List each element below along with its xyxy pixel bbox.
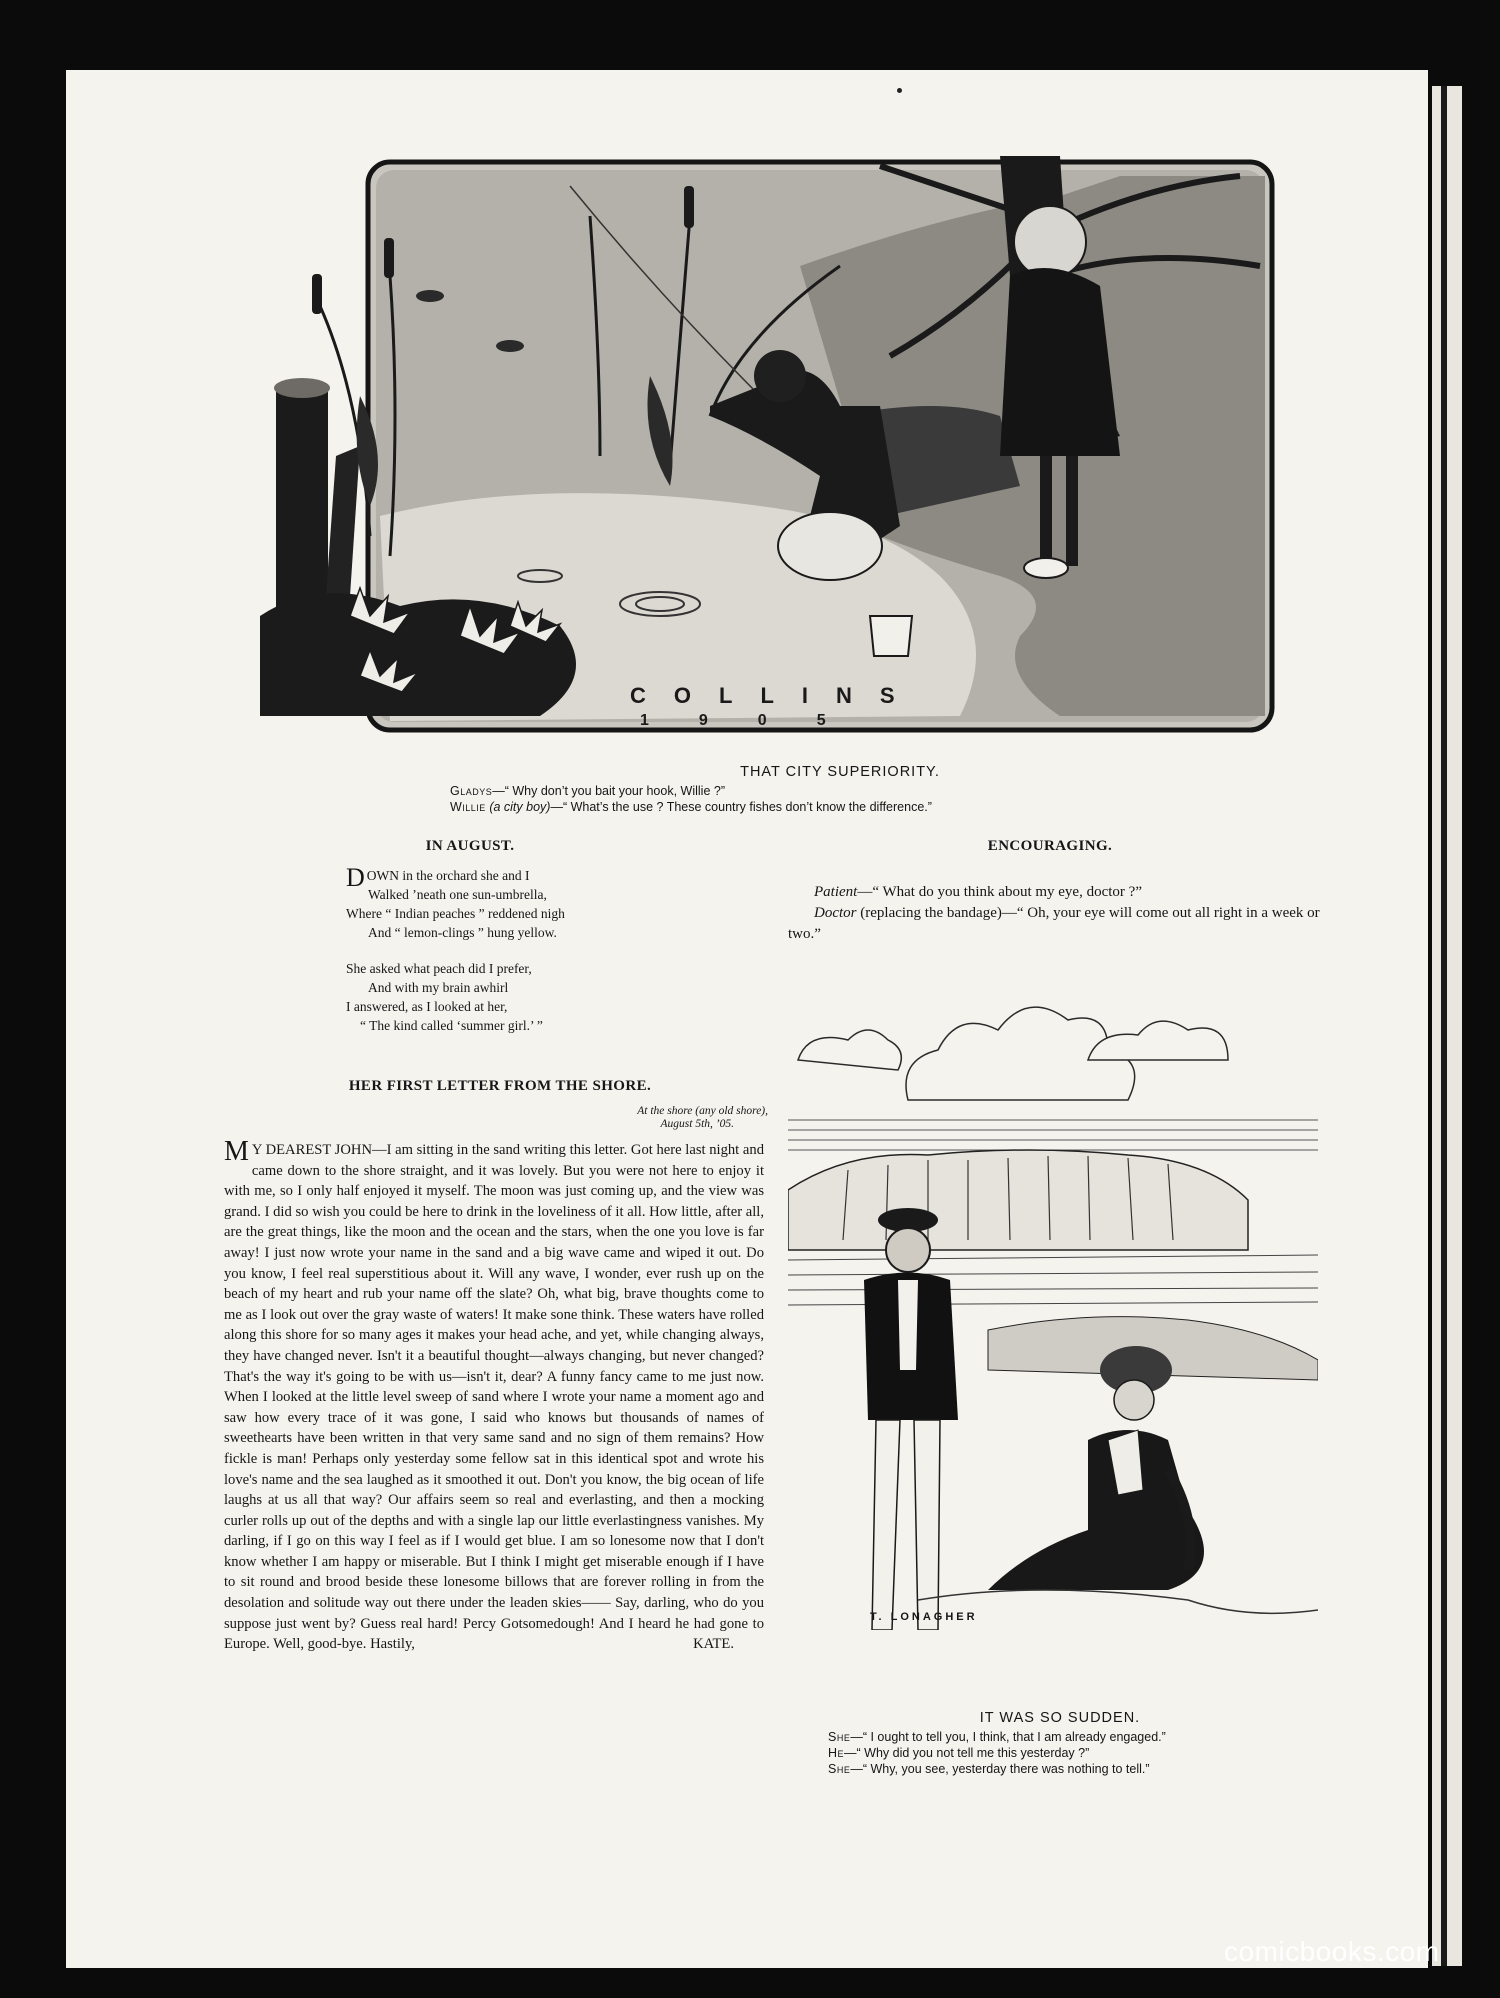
- poem-line: “ The kind called ‘summer girl.’ ”: [360, 1018, 543, 1033]
- poem-line: Walked ’neath one sun-umbrella,: [368, 887, 547, 902]
- speaker-he: He: [828, 1746, 845, 1760]
- doctor-label: Doctor: [814, 905, 857, 921]
- print-speck: [897, 88, 902, 93]
- poem-line: She asked what peach did I prefer,: [346, 961, 532, 976]
- doctor-speech: (replacing the bandage)—“ Oh, your eye will come out all right in a week or two.”: [788, 905, 1320, 942]
- letter-signature: KATE.: [693, 1636, 734, 1653]
- gladys-line: —“ Why don’t you bait your hook, Willie ?”: [492, 784, 725, 798]
- illustration-signature-name: COLLINS: [630, 683, 923, 708]
- letter-title: HER FIRST LETTER FROM THE SHORE.: [348, 1078, 652, 1094]
- willie-note: (a city boy): [489, 800, 551, 814]
- adjacent-page-edge: [1432, 86, 1462, 1966]
- poem-line: Where “ Indian peaches ” reddened nigh: [346, 906, 565, 921]
- willie-line: —“ What’s the use ? These country fishes don’t know the difference.”: [550, 800, 932, 814]
- poem-dropcap: D: [346, 863, 365, 892]
- poem-stanza-1: [346, 863, 666, 942]
- poem-body: [346, 863, 666, 1035]
- patient-line: [788, 882, 1323, 903]
- letter-date-date: August 5th, ’05.: [660, 1118, 734, 1130]
- poem-line: And “ lemon-clings ” hung yellow.: [368, 925, 557, 940]
- patient-label: Patient: [814, 884, 858, 900]
- illustration-signature-year: 1905: [640, 712, 876, 729]
- bottom-caption-line1: [828, 1730, 1166, 1744]
- top-caption-line2: [450, 800, 932, 814]
- letter-dropcap: M: [224, 1136, 249, 1167]
- speaker-willie: Willie: [450, 800, 486, 814]
- bottom-caption-line2: [828, 1746, 1089, 1760]
- letter-dateline: [578, 1105, 768, 1131]
- encouraging-text: [788, 882, 1323, 945]
- speaker-gladys: Gladys: [450, 784, 493, 798]
- encouraging-title: ENCOURAGING.: [987, 838, 1113, 854]
- bottom-caption-title: IT WAS SO SUDDEN.: [979, 1710, 1141, 1726]
- doctor-line: [788, 903, 1323, 945]
- speaker-she: She: [828, 1762, 851, 1776]
- poem-line: I answered, as I looked at her,: [346, 999, 508, 1014]
- he-line: —“ Why did you not tell me this yesterday ?”: [844, 1746, 1090, 1760]
- top-caption-line1: [450, 784, 725, 798]
- poem-title: IN AUGUST.: [425, 838, 515, 854]
- beach-illustration: [788, 950, 1318, 1630]
- speaker-she: She: [828, 1730, 851, 1744]
- site-watermark: comicbooks.com: [1224, 1936, 1440, 1967]
- fishing-illustration: [240, 156, 1280, 736]
- poem-line: And with my brain awhirl: [368, 980, 509, 995]
- letter-body: [224, 1136, 764, 1655]
- bottom-caption-line3: [828, 1762, 1150, 1776]
- patient-speech: —“ What do you think about my eye, doctor ?”: [857, 884, 1142, 900]
- poem-line: OWN in the orchard she and I: [366, 868, 530, 883]
- poem-stanza-2: [346, 959, 666, 1035]
- letter-text: Y DEAREST JOHN—I am sitting in the sand writing this letter. Got here last night and came down to the shore straight, and it was lovely. But you were not here to enjoy it with me, so I only half enjoyed it myself. The moon was just coming up, and the view was grand. I did so wish you could be here to drink in the loveliness of it all. How little, after all, are the great things, like the moon and the ocean and the stars, when the one you love is far away! I just now wrote your name in the sand and a big wave came and wiped it out. Do you know, I feel real superstitious about it. Will any wave, I wonder, ever rush up on the beach of my heart and rub your name off the slate? Oh, what big, brave thoughts come to me as I look out over the gray waste of waters! It make sone think. These waters have rolled along this shore for so many ages it makes your head ache, and yet, while changing always, they have changed never. Isn't it a beautiful thought—always changing, but never changed? That's the way it's going to be with us—isn't it, dear? A funny fancy came to me just now. When I looked at the little level sweep of sand where I wrote your name a moment ago and saw how every trace of it was gone, I said who knows but thousands of names of sweethearts have been written in that very same sand and no sign of them remains? How fickle is man! Perhaps only yesterday some fellow sat in this identical spot and wrote his love's name and the sea laughed as it smoothed it out. Don't you know, the big ocean of life laughs at us all that way? Our affairs seem so real and everlasting, and then a mocking curler rolls up out of the depths and with a single lap our little everlastingness vanishes. My darling, if I go on this way I feel as if I would get blue. I am so lonesome now that I don't know whether I am happy or miserable. But I think I might get miserable enough if I have to sit round and brood beside these lonesome billows that are forever rolling in from the desolation and solitude way out there under the leaden skies—— Say, darling, who do you suppose just went by? Guess real hard! Percy Gotsomedough! And I heard he had gone to Europe. Well, good-bye. Hastily,: [224, 1142, 764, 1653]
- letter-date-place: At the shore (any old shore),: [637, 1105, 768, 1117]
- top-caption-title: THAT CITY SUPERIORITY.: [740, 764, 940, 780]
- page-binding-line: [1441, 86, 1447, 1966]
- she-line-2: —“ Why, you see, yesterday there was nothing to tell.”: [850, 1762, 1150, 1776]
- she-line-1: —“ I ought to tell you, I think, that I am already engaged.”: [850, 1730, 1166, 1744]
- artist-signature: T. LONAGHER: [870, 1611, 978, 1623]
